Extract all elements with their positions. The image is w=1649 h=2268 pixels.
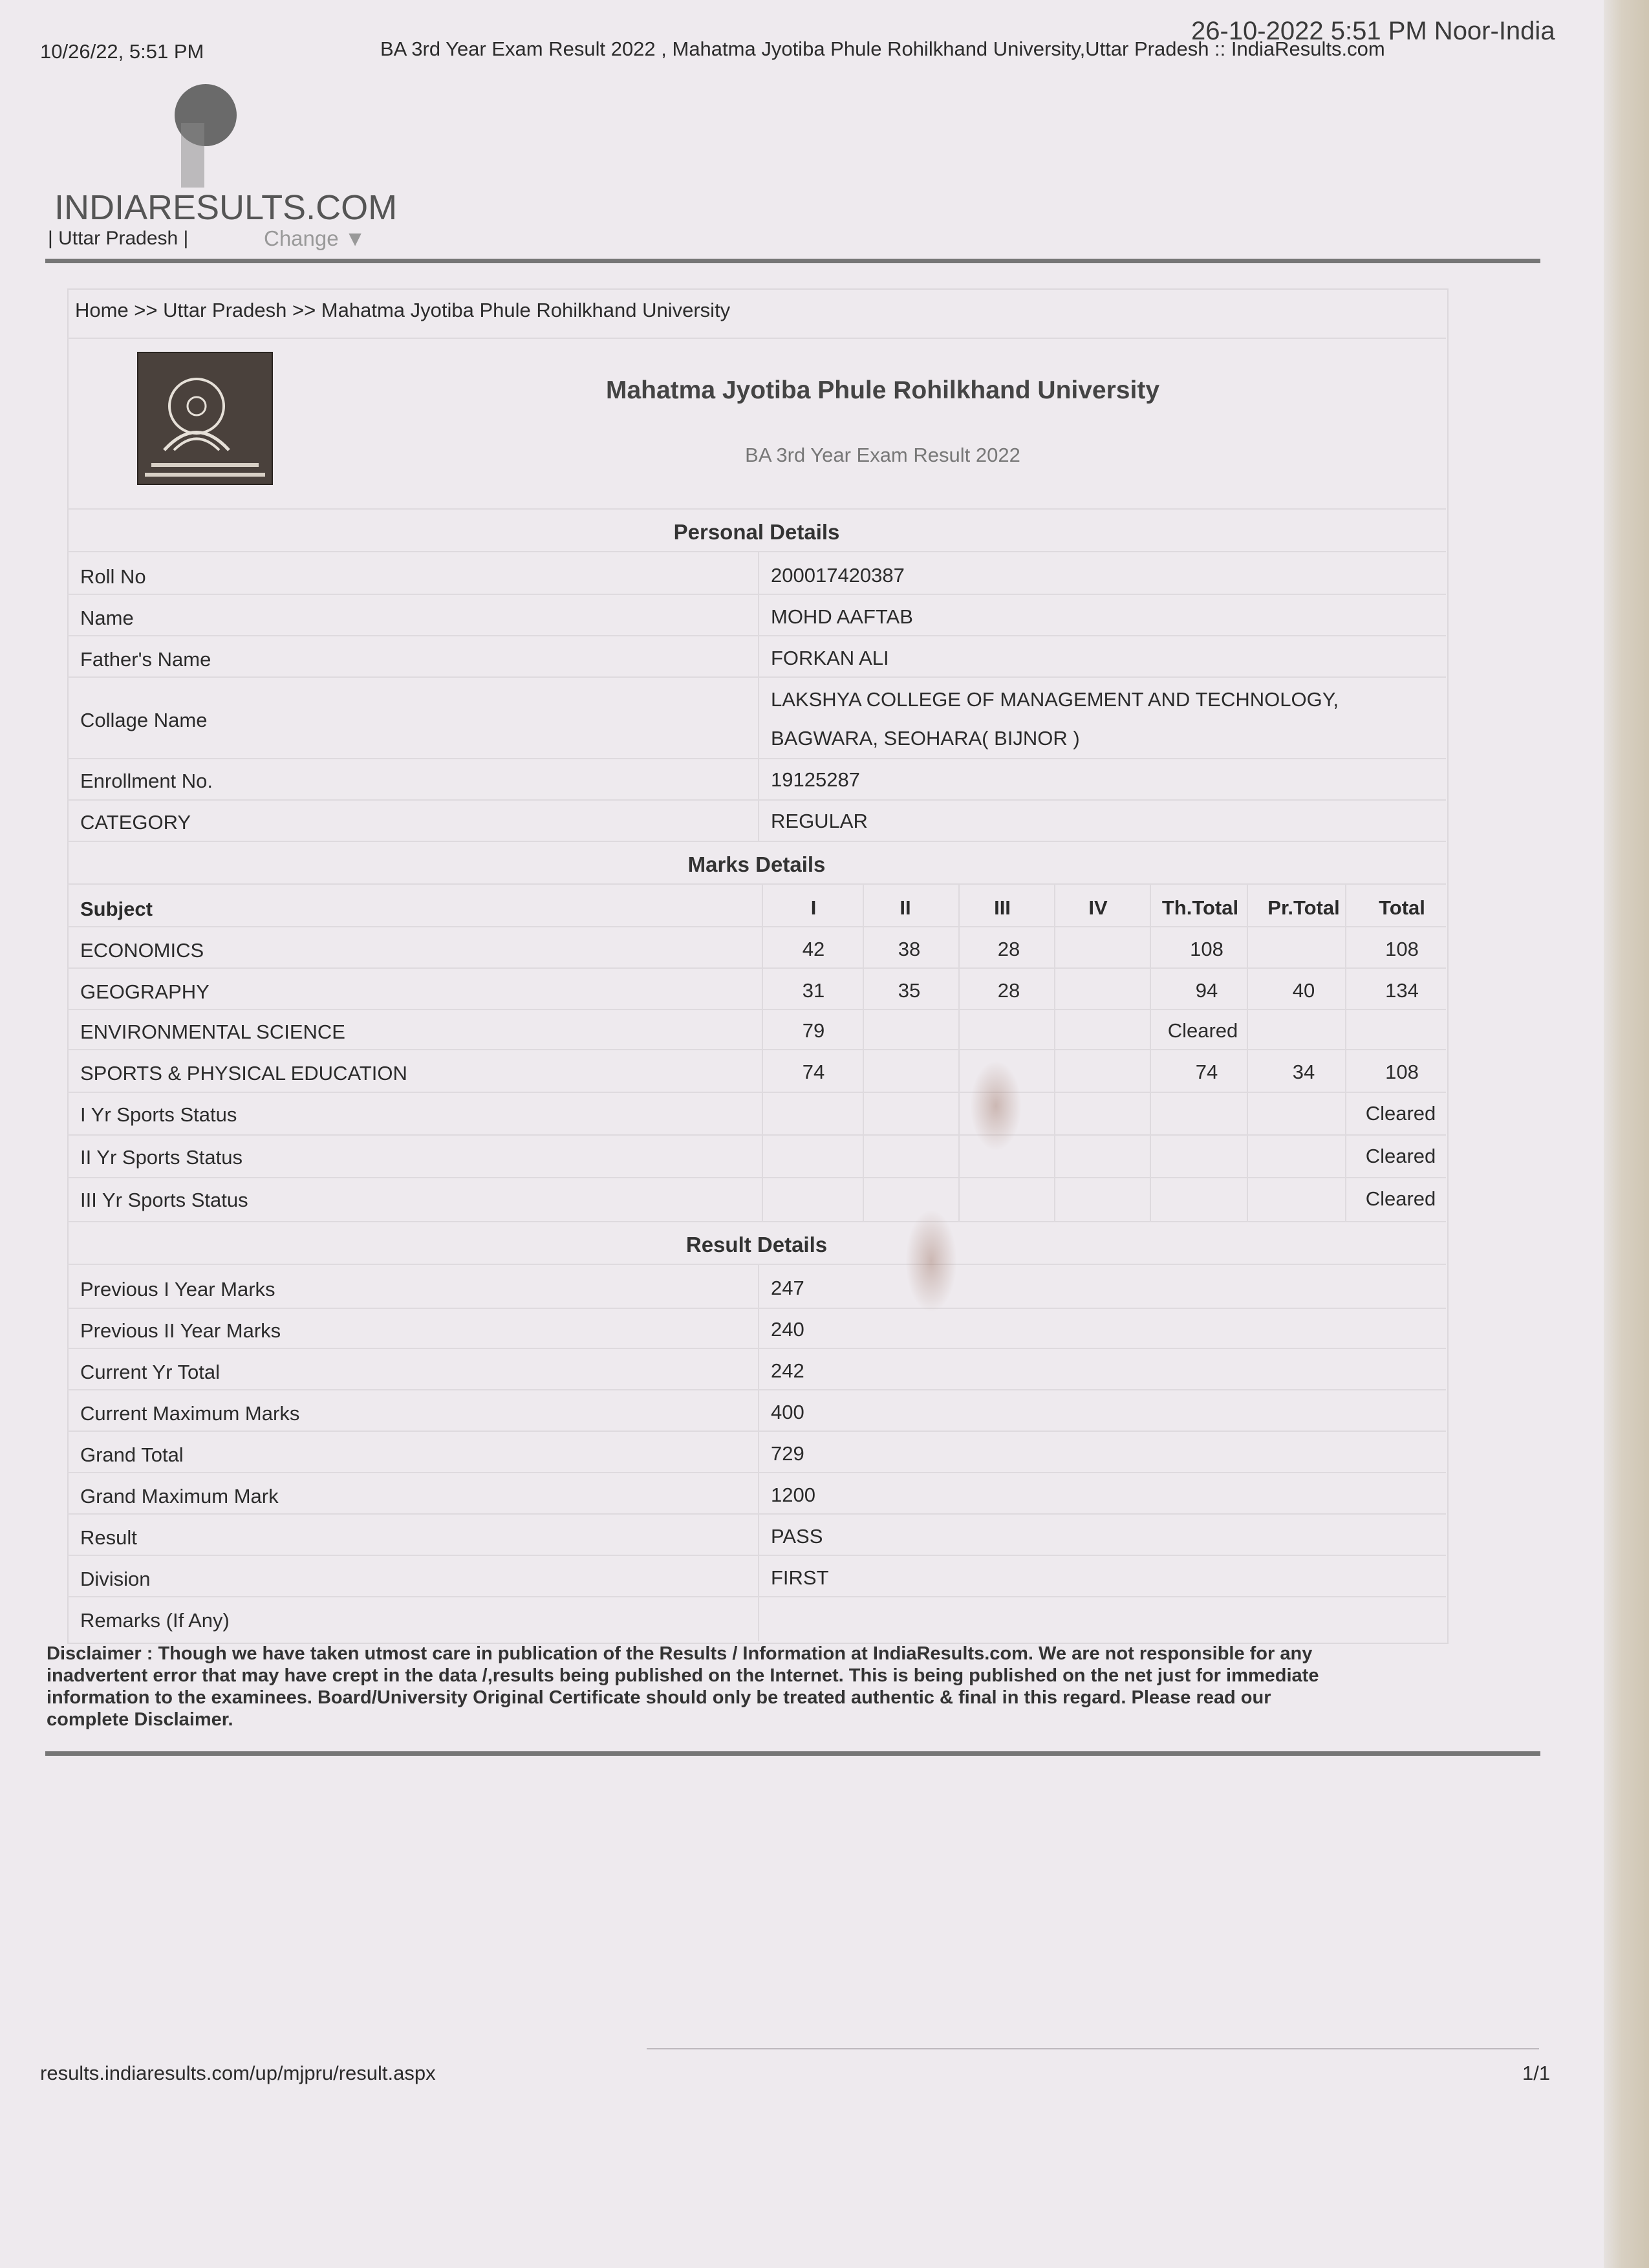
father-name-label: Father's Name [80, 648, 211, 671]
college-name-value-line2: BAGWARA, SEOHARA( BIJNOR ) [771, 727, 1080, 750]
name-label: Name [80, 607, 134, 629]
indiaresults-logo-stem [181, 123, 204, 188]
print-url: results.indiaresults.com/up/mjpru/result.aspx [40, 2062, 436, 2084]
column-divider [1345, 883, 1346, 1221]
row-divider [67, 1177, 1446, 1178]
marks-ii: 38 [898, 938, 921, 960]
paper-stain [905, 1209, 957, 1313]
roll-no-label: Roll No [80, 565, 146, 588]
col-pr-total: Pr.Total [1267, 896, 1340, 919]
marks-iii: 28 [997, 938, 1020, 960]
disclaimer-line: information to the examinees. Board/University Original Certificate should only be treated authentic & final in this regard. Please read our [47, 1687, 1271, 1708]
col-paper-iv: IV [1088, 896, 1108, 919]
subject-name: SPORTS & PHYSICAL EDUCATION [80, 1062, 407, 1085]
division-label: Division [80, 1568, 151, 1590]
marks-details-heading: Marks Details [687, 852, 826, 876]
subject-name: GEOGRAPHY [80, 980, 210, 1003]
result-label: Result [80, 1526, 137, 1549]
column-divider [762, 883, 763, 1221]
category-value: REGULAR [771, 810, 868, 832]
print-page-number: 1/1 [1522, 2062, 1551, 2084]
prev-2-year-label: Previous II Year Marks [80, 1319, 281, 1342]
header-divider [45, 259, 1540, 263]
sports-status-value: Cleared [1365, 1187, 1436, 1210]
paper-edge [1604, 0, 1649, 2268]
marks-i: 42 [802, 938, 825, 960]
disclaimer-line: Disclaimer : Though we have taken utmost care in publication of the Results / Information at IndiaResults.com. We are not responsible for any [47, 1643, 1313, 1664]
sports-status-label: I Yr Sports Status [80, 1103, 237, 1126]
column-divider [1054, 883, 1055, 1221]
university-name: Mahatma Jyotiba Phule Rohilkhand University [605, 376, 1160, 404]
enrollment-value: 19125287 [771, 768, 860, 791]
row-divider [67, 841, 1446, 842]
print-page-title: BA 3rd Year Exam Result 2022 , Mahatma Jyotiba Phule Rohilkhand University,Uttar Pradesh :: IndiaResults.com [380, 38, 1385, 60]
grand-total-value: 729 [771, 1442, 804, 1465]
marks-th-total: Cleared [1167, 1019, 1238, 1042]
college-name-label: Collage Name [80, 709, 208, 731]
roll-no-value: 200017420387 [771, 564, 905, 587]
remarks-label: Remarks (If Any) [80, 1609, 230, 1632]
marks-total: 108 [1385, 1061, 1419, 1083]
prev-2-year-value: 240 [771, 1318, 804, 1341]
marks-total: 108 [1385, 938, 1419, 960]
paper-stain [970, 1061, 1022, 1151]
col-paper-iii: III [994, 896, 1011, 919]
sports-status-label: III Yr Sports Status [80, 1189, 248, 1211]
row-divider [67, 1472, 1446, 1473]
result-details-heading: Result Details [685, 1233, 828, 1257]
column-divider [1247, 883, 1248, 1221]
disclaimer-line: inadvertent error that may have crept in the data /,results being published on the Internet. This is being published on the net just for immediate [47, 1665, 1319, 1686]
row-divider [67, 1348, 1446, 1349]
row-divider [67, 926, 1446, 927]
disclaimer [47, 1643, 1508, 1731]
row-divider [67, 594, 1446, 595]
personal-details-heading: Personal Details [673, 520, 840, 544]
column-divider [758, 551, 759, 841]
grand-max-value: 1200 [771, 1484, 815, 1506]
row-divider [67, 1264, 1446, 1265]
grand-max-label: Grand Maximum Mark [80, 1485, 279, 1507]
col-subject: Subject [80, 898, 153, 920]
row-divider [67, 1049, 1446, 1050]
change-state-link[interactable]: Change ▼ [264, 226, 366, 250]
current-total-value: 242 [771, 1359, 804, 1382]
col-paper-ii: II [900, 896, 911, 919]
current-max-label: Current Maximum Marks [80, 1402, 300, 1425]
division-value: FIRST [771, 1566, 829, 1589]
college-name-value: LAKSHYA COLLEGE OF MANAGEMENT AND TECHNOLOGY, [771, 688, 1339, 711]
row-divider [67, 635, 1446, 636]
row-divider [67, 1431, 1446, 1432]
prev-1-year-value: 247 [771, 1277, 804, 1299]
row-divider [67, 1596, 1446, 1597]
breadcrumb[interactable]: Home >> Uttar Pradesh >> Mahatma Jyotiba Phule Rohilkhand University [75, 299, 731, 321]
row-divider [67, 1221, 1446, 1222]
sports-status-value: Cleared [1365, 1145, 1436, 1167]
row-divider [67, 551, 1446, 552]
print-stamp: 26-10-2022 5:51 PM Noor-India [1191, 17, 1555, 45]
row-divider [67, 1308, 1446, 1309]
row-divider [67, 758, 1446, 759]
row-divider [67, 1134, 1446, 1136]
marks-i: 79 [802, 1019, 825, 1042]
row-divider [67, 1513, 1446, 1515]
sports-status-value: Cleared [1365, 1102, 1436, 1125]
column-divider [958, 883, 960, 1221]
row-divider [67, 883, 1446, 885]
row-divider [67, 1555, 1446, 1556]
current-max-value: 400 [771, 1401, 804, 1423]
exam-title: BA 3rd Year Exam Result 2022 [745, 444, 1020, 466]
marks-iii: 28 [997, 979, 1020, 1002]
name-value: MOHD AAFTAB [771, 605, 913, 628]
footer-rule [647, 2048, 1539, 2049]
marks-th-total: 74 [1195, 1061, 1218, 1083]
subject-name: ECONOMICS [80, 939, 204, 962]
current-total-label: Current Yr Total [80, 1361, 220, 1383]
print-datetime: 10/26/22, 5:51 PM [40, 40, 204, 63]
column-divider [863, 883, 864, 1221]
row-divider [67, 799, 1446, 801]
column-divider [758, 1264, 759, 1641]
marks-pr-total: 40 [1292, 979, 1315, 1002]
prev-1-year-label: Previous I Year Marks [80, 1278, 275, 1301]
row-divider [67, 508, 1446, 510]
row-divider [67, 1389, 1446, 1390]
row-divider [67, 338, 1446, 339]
enrollment-label: Enrollment No. [80, 770, 213, 792]
marks-th-total: 108 [1190, 938, 1223, 960]
site-logo[interactable]: INDIARESULTS.COM [54, 188, 398, 227]
disclaimer-link[interactable]: complete Disclaimer. [47, 1709, 233, 1730]
row-divider [67, 1092, 1446, 1093]
footer-divider [45, 1751, 1540, 1756]
marks-i: 74 [802, 1061, 825, 1083]
row-divider [67, 967, 1446, 969]
marks-total: 134 [1385, 979, 1419, 1002]
marks-th-total: 94 [1195, 979, 1218, 1002]
sports-status-label: II Yr Sports Status [80, 1146, 242, 1169]
grand-total-label: Grand Total [80, 1443, 184, 1466]
marks-pr-total: 34 [1292, 1061, 1315, 1083]
state-label: | Uttar Pradesh | [48, 228, 189, 249]
result-value: PASS [771, 1525, 823, 1548]
row-divider [67, 676, 1446, 678]
father-name-value: FORKAN ALI [771, 647, 889, 669]
category-label: CATEGORY [80, 811, 191, 834]
column-divider [1150, 883, 1151, 1221]
col-th-total: Th.Total [1161, 896, 1239, 919]
row-divider [67, 1009, 1446, 1010]
col-paper-i: I [810, 896, 817, 919]
subject-name: ENVIRONMENTAL SCIENCE [80, 1021, 345, 1043]
marks-ii: 35 [898, 979, 921, 1002]
col-total: Total [1379, 896, 1425, 919]
marks-i: 31 [802, 979, 825, 1002]
